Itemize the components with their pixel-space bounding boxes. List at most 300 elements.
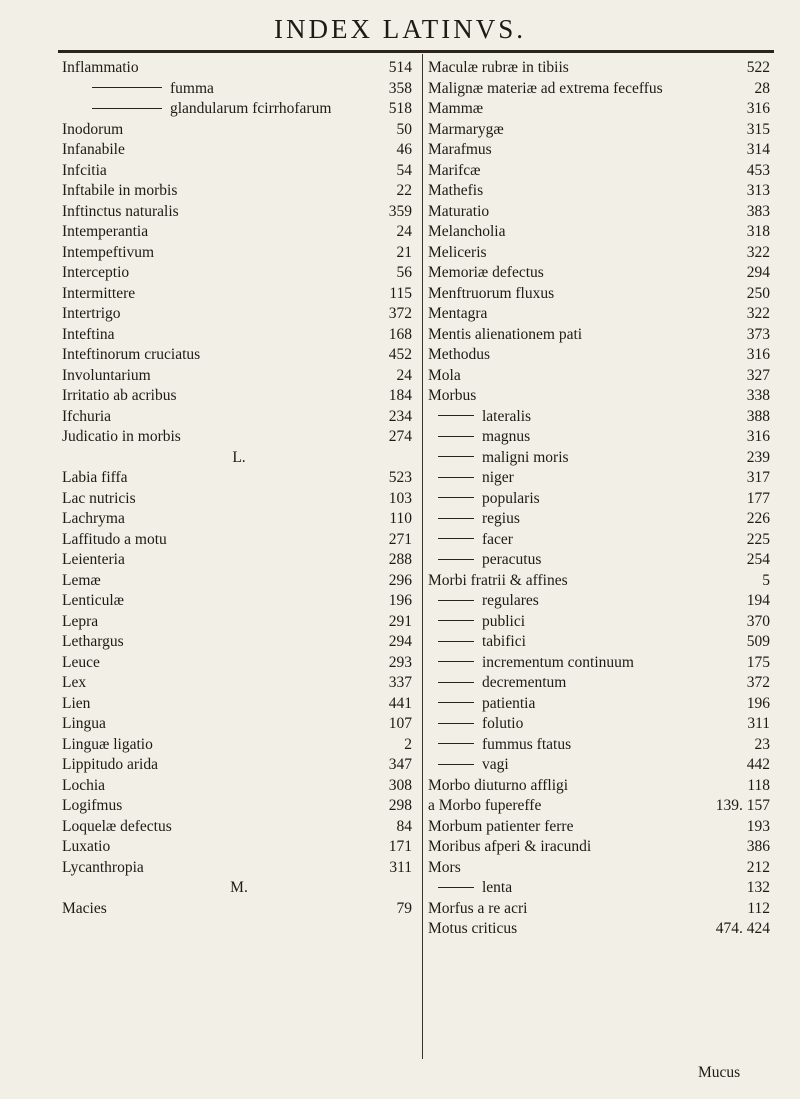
entry-term [428, 345, 490, 366]
entry-page: 193 [746, 817, 770, 835]
entry-term-text: Mola [428, 366, 461, 384]
entry-term-text: maligni moris [482, 448, 569, 466]
entry-term [62, 243, 154, 264]
entry-term [62, 837, 110, 858]
entry-term [438, 735, 571, 756]
entry-page: 453 [746, 161, 770, 179]
entry-term [438, 427, 530, 448]
entry-page: 337 [388, 674, 412, 691]
entry-page: 441 [388, 694, 412, 712]
index-subentry [428, 755, 774, 776]
entry-page: 196 [388, 592, 412, 609]
entry-page: 168 [388, 325, 412, 343]
index-entry [62, 571, 416, 592]
repeat-dash [438, 682, 474, 683]
entry-term [62, 653, 100, 674]
entry-term [438, 550, 541, 571]
entry-page: 296 [388, 571, 412, 589]
entry-term-text: Lochia [62, 776, 106, 794]
entry-term [92, 99, 331, 120]
entry-term-text: Meliceris [428, 243, 487, 261]
entry-term-text: Mathefis [428, 182, 484, 199]
entry-term [428, 120, 504, 141]
entry-term-text: peracutus [482, 551, 542, 568]
index-entry [428, 899, 774, 920]
entry-page: 347 [388, 756, 412, 773]
entry-page: 24 [396, 366, 412, 384]
repeat-dash [92, 108, 162, 109]
entry-term-text: Infcitia [62, 161, 107, 179]
entry-term-text: Laffitudo a motu [62, 530, 167, 548]
index-entry [428, 325, 774, 346]
index-subentry [428, 591, 774, 612]
repeat-dash [438, 415, 474, 416]
entry-term-text: Infanabile [62, 141, 125, 158]
entry-term-text: Intemperantia [62, 223, 149, 240]
index-subentry [428, 468, 774, 489]
entry-term-text: glandularum fcirrhofarum [170, 100, 332, 117]
entry-page: 313 [746, 182, 770, 199]
entry-page: 234 [388, 407, 412, 425]
entry-page: 291 [388, 612, 412, 630]
entry-page: 177 [746, 489, 770, 507]
entry-term [428, 161, 481, 182]
index-entry [62, 591, 416, 612]
entry-page: 509 [746, 633, 770, 650]
index-entry [62, 140, 416, 161]
entry-term-text: Leienteria [62, 551, 125, 568]
entry-term [62, 181, 177, 202]
entry-term [62, 571, 101, 592]
entry-term [62, 140, 125, 161]
entry-page: 5 [762, 571, 770, 589]
entry-term-text: Melancholia [428, 223, 506, 240]
index-entry [428, 817, 774, 838]
entry-page: 115 [389, 284, 412, 302]
index-subentry [428, 550, 774, 571]
entry-page: 514 [388, 59, 412, 76]
index-entry [62, 427, 416, 448]
entry-term [438, 448, 569, 469]
entry-term [62, 407, 111, 428]
entry-term [428, 796, 541, 817]
entry-term-text: Intertrigo [62, 305, 121, 322]
entry-page: 84 [396, 817, 412, 835]
entry-page: 316 [746, 100, 770, 117]
entry-page: 315 [746, 120, 770, 138]
entry-page: 54 [396, 161, 412, 179]
entry-page: 24 [396, 223, 412, 240]
index-entry [428, 919, 774, 940]
repeat-dash [438, 661, 474, 662]
entry-page: 383 [746, 202, 770, 220]
entry-term [438, 612, 525, 633]
repeat-dash [438, 620, 474, 621]
index-entry [62, 489, 416, 510]
entry-page: 522 [746, 59, 770, 76]
entry-term [62, 468, 128, 489]
entry-term [438, 591, 539, 612]
left-index-column [62, 58, 416, 919]
index-entry [62, 161, 416, 182]
entry-term-text: Leuce [62, 653, 100, 671]
entry-term [92, 79, 214, 100]
entry-term [62, 120, 123, 141]
entry-page: 110 [389, 510, 412, 527]
entry-page: 21 [396, 243, 412, 261]
index-subentry [428, 448, 774, 469]
entry-term [428, 776, 568, 797]
entry-term [428, 366, 461, 387]
repeat-dash [92, 87, 162, 88]
entry-term [438, 509, 520, 530]
entry-page: 132 [746, 879, 770, 896]
entry-page: 311 [389, 858, 412, 876]
entry-term [62, 284, 135, 305]
index-entry [428, 284, 774, 305]
repeat-dash [438, 600, 474, 601]
entry-term-text: Labia fiffa [62, 469, 128, 486]
index-entry [62, 632, 416, 653]
index-entry [62, 755, 416, 776]
entry-page: 288 [388, 551, 412, 568]
entry-term [438, 530, 513, 551]
entry-page: 103 [388, 489, 412, 507]
entry-page: 250 [746, 284, 770, 302]
index-subentry [428, 427, 774, 448]
index-subentry [428, 612, 774, 633]
entry-term [62, 612, 98, 633]
entry-term [428, 99, 483, 120]
index-entry [428, 858, 774, 879]
entry-term-text: Mammæ [428, 100, 484, 117]
page-title: INDEX LATINVS. [274, 14, 526, 44]
entry-term [428, 325, 582, 346]
entry-term [438, 407, 531, 428]
entry-term-text: Interceptio [62, 264, 130, 281]
index-entry [62, 714, 416, 735]
entry-term [62, 899, 107, 920]
index-subentry [428, 509, 774, 530]
repeat-dash [438, 538, 474, 539]
entry-term [62, 202, 179, 223]
entry-term [62, 735, 153, 756]
entry-page: 2 [404, 735, 412, 753]
entry-term-text: Inteftina [62, 325, 115, 343]
index-entry [62, 530, 416, 551]
entry-term [62, 591, 124, 612]
entry-page: 28 [754, 79, 770, 97]
entry-term-text: Memoriæ defectus [428, 264, 544, 281]
entry-term-text: magnus [482, 428, 531, 445]
index-subentry [428, 714, 774, 735]
entry-term-text: Marafmus [428, 141, 492, 158]
entry-term [62, 632, 124, 653]
entry-page: 212 [746, 858, 770, 876]
index-entry [62, 407, 416, 428]
entry-term [438, 694, 535, 715]
index-entry [62, 386, 416, 407]
index-entry [428, 58, 774, 79]
entry-page: 318 [746, 223, 770, 240]
entry-page: 118 [747, 776, 770, 794]
entry-term-text: Mentis alienationem pati [428, 325, 583, 343]
entry-term [62, 263, 129, 284]
index-entry [62, 817, 416, 838]
repeat-dash [438, 641, 474, 642]
entry-page: 308 [388, 776, 412, 794]
index-entry [62, 120, 416, 141]
index-subentry [428, 653, 774, 674]
entry-term [428, 79, 663, 100]
entry-term-text: popularis [482, 489, 540, 507]
entry-term-text: Lycanthropia [62, 858, 144, 876]
entry-page: 388 [746, 407, 770, 425]
index-subentry [428, 530, 774, 551]
entry-page: 22 [396, 182, 412, 199]
index-entry [62, 243, 416, 264]
entry-term-text: Macies [62, 899, 107, 917]
entry-term-text: lenta [482, 879, 513, 896]
entry-term-text: Lex [62, 674, 87, 691]
index-subentry [428, 632, 774, 653]
entry-term [62, 509, 125, 530]
entry-term-text: Maculæ rubræ in tibiis [428, 59, 569, 76]
entry-term-text: Inftinctus naturalis [62, 202, 179, 220]
index-entry [428, 837, 774, 858]
entry-term-text: regius [482, 510, 520, 527]
entry-term-text: Loquelæ defectus [62, 817, 172, 835]
index-entry [428, 263, 774, 284]
entry-term-text: a Morbo fupereffe [428, 797, 542, 814]
index-entry [428, 304, 774, 325]
entry-term-text: Lemæ [62, 571, 101, 589]
index-entry [62, 345, 416, 366]
index-subentry [428, 878, 774, 899]
entry-term-text: Marmarygæ [428, 120, 504, 138]
index-entry [62, 202, 416, 223]
entry-term [438, 714, 523, 735]
index-entry [62, 550, 416, 571]
index-entry [62, 673, 416, 694]
entry-term-text: fummus ftatus [482, 735, 572, 753]
entry-page: 23 [754, 735, 770, 753]
index-entry [62, 263, 416, 284]
entry-term [428, 222, 505, 243]
entry-term-text: Lien [62, 694, 91, 712]
entry-page: 314 [746, 141, 770, 158]
index-subentry [428, 489, 774, 510]
entry-term-text: Intermittere [62, 284, 136, 302]
entry-term-text: Linguæ ligatio [62, 735, 153, 753]
entry-page: 50 [396, 120, 412, 138]
entry-term-text: Intempeftivum [62, 243, 155, 261]
entry-term-text: Menftruorum fluxus [428, 284, 555, 302]
entry-page: 254 [746, 551, 770, 568]
entry-page: 317 [746, 469, 770, 486]
entry-term-text: Marifcæ [428, 161, 481, 179]
entry-term [428, 858, 461, 879]
index-entry [428, 140, 774, 161]
entry-term [428, 919, 517, 940]
entry-term [438, 632, 526, 653]
entry-term-text: lateralis [482, 407, 532, 425]
entry-page: 442 [746, 756, 770, 773]
entry-page: 46 [396, 141, 412, 158]
index-entry [62, 735, 416, 756]
entry-term-text: Motus criticus [428, 920, 518, 937]
entry-term-text: Morbi fratrii & affines [428, 571, 568, 589]
entry-page: 196 [746, 694, 770, 712]
entry-page: 298 [388, 797, 412, 814]
entry-page: 139. 157 [715, 797, 770, 814]
entry-term [62, 755, 158, 776]
repeat-dash [438, 743, 474, 744]
entry-term [62, 714, 106, 735]
letter-heading: M. [230, 879, 248, 896]
entry-page: 327 [746, 366, 770, 384]
entry-term [62, 489, 136, 510]
entry-term-text: folutio [482, 715, 524, 732]
entry-term [428, 140, 492, 161]
entry-term-text: Lippitudo arida [62, 756, 158, 773]
entry-page: 474. 424 [715, 920, 770, 937]
index-subentry [62, 99, 416, 120]
entry-term [438, 653, 634, 674]
repeat-dash [438, 497, 474, 498]
entry-term [428, 263, 544, 284]
index-entry [62, 468, 416, 489]
index-subentry [62, 79, 416, 100]
catchword: Mucus [698, 1064, 741, 1081]
entry-term [62, 694, 90, 715]
index-entry [428, 243, 774, 264]
entry-page: 518 [388, 100, 412, 117]
entry-page: 386 [746, 838, 770, 855]
entry-page: 112 [747, 899, 770, 917]
entry-page: 322 [746, 305, 770, 322]
entry-term [62, 325, 115, 346]
entry-term-text: Lachryma [62, 510, 125, 527]
entry-page: 316 [746, 428, 770, 445]
entry-term-text: Morfus a re acri [428, 899, 528, 917]
entry-term-text: Mentagra [428, 305, 488, 322]
index-entry [62, 509, 416, 530]
entry-term [62, 550, 125, 571]
index-entry [62, 366, 416, 387]
entry-term-text: Ifchuria [62, 407, 112, 425]
entry-term [438, 878, 512, 899]
index-entry [62, 58, 416, 79]
entry-page: 107 [388, 715, 412, 732]
entry-term [62, 858, 144, 879]
entry-term-text: incrementum continuum [482, 653, 634, 671]
entry-term-text: Morbo diuturno affligi [428, 776, 569, 794]
entry-page: 239 [746, 448, 770, 466]
right-index-column [428, 58, 774, 940]
entry-term-text: Inodorum [62, 120, 124, 138]
index-entry [62, 776, 416, 797]
repeat-dash [438, 887, 474, 888]
entry-term [62, 345, 200, 366]
index-entry [62, 694, 416, 715]
entry-term-text: Morbus [428, 387, 477, 404]
repeat-dash [438, 723, 474, 724]
entry-page: 452 [388, 346, 412, 363]
entry-page: 338 [746, 387, 770, 404]
entry-page: 271 [388, 530, 412, 548]
entry-term [62, 427, 181, 448]
entry-term [428, 837, 591, 858]
index-subentry [428, 673, 774, 694]
index-entry [428, 120, 774, 141]
entry-term [62, 817, 172, 838]
repeat-dash [438, 518, 474, 519]
entry-term [62, 366, 151, 387]
entry-term-text: decrementum [482, 674, 567, 691]
entry-term-text: Irritatio ab acribus [62, 387, 177, 404]
entry-term-text: regulares [482, 592, 539, 609]
header-rule [58, 50, 774, 53]
entry-term [428, 817, 573, 838]
entry-term [438, 468, 514, 489]
entry-term-text: Inflammatio [62, 59, 139, 76]
index-entry [428, 796, 774, 817]
entry-term-text: fumma [170, 79, 214, 97]
entry-term [428, 284, 554, 305]
entry-term-text: Lac nutricis [62, 489, 136, 507]
index-entry [428, 776, 774, 797]
index-entry [62, 899, 416, 920]
repeat-dash [438, 702, 474, 703]
entry-page: 175 [746, 653, 770, 671]
entry-term-text: Malignæ materiæ ad extrema feceffus [428, 79, 663, 97]
index-entry [428, 181, 774, 202]
entry-term-text: Mors [428, 858, 461, 876]
entry-term [428, 899, 527, 920]
entry-term [62, 161, 107, 182]
entry-page: 523 [388, 469, 412, 486]
repeat-dash [438, 477, 474, 478]
index-entry [428, 571, 774, 592]
entry-page: 226 [746, 510, 770, 527]
entry-term [62, 222, 148, 243]
entry-term [428, 386, 476, 407]
entry-term-text: Lethargus [62, 633, 124, 650]
entry-term-text: Judicatio in morbis [62, 428, 181, 445]
entry-page: 294 [746, 264, 770, 281]
index-entry [62, 181, 416, 202]
entry-term-text: Involuntarium [62, 366, 151, 384]
entry-term-text: facer [482, 530, 513, 548]
entry-page: 316 [746, 346, 770, 363]
entry-term-text: Luxatio [62, 838, 111, 855]
entry-page: 373 [746, 325, 770, 343]
index-entry [428, 161, 774, 182]
entry-term-text: Lenticulæ [62, 592, 124, 609]
entry-term-text: niger [482, 469, 514, 486]
index-entry [428, 99, 774, 120]
index-subentry [428, 407, 774, 428]
letter-heading: L. [232, 448, 246, 466]
entry-term-text: Moribus afperi & iracundi [428, 838, 592, 855]
entry-term [62, 673, 86, 694]
entry-term [62, 58, 139, 79]
entry-page: 359 [388, 202, 412, 220]
entry-term [428, 571, 568, 592]
entry-term-text: Maturatio [428, 202, 490, 220]
entry-page: 274 [388, 428, 412, 445]
